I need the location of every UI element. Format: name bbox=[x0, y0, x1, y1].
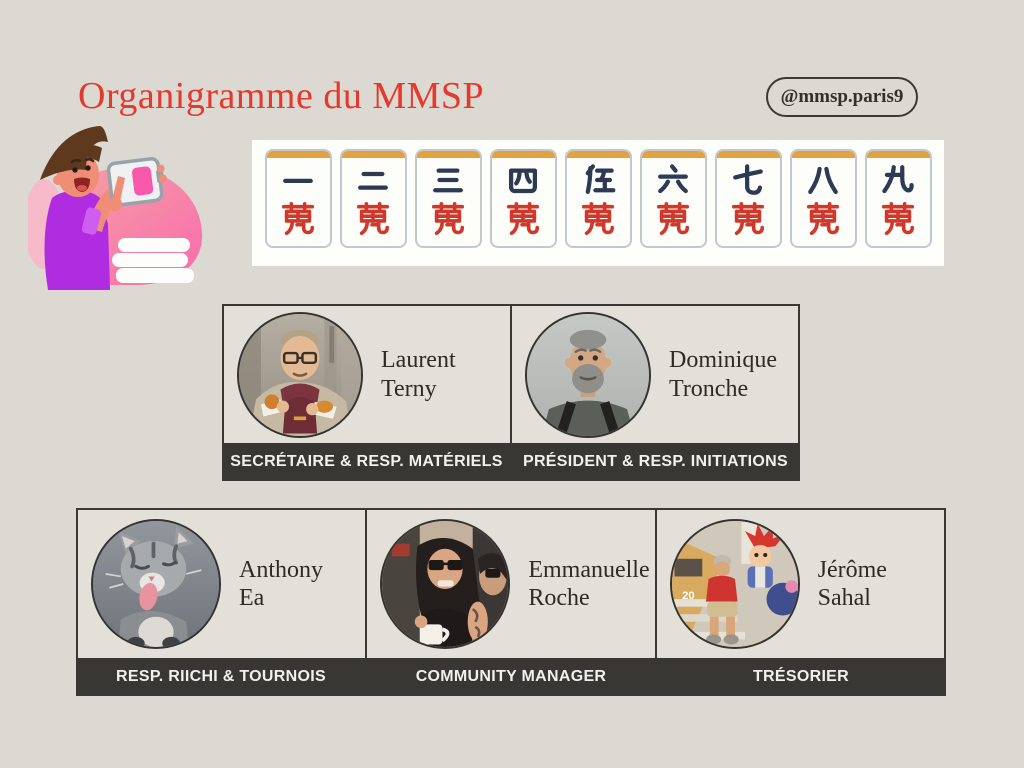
member-last-name: Tronche bbox=[669, 375, 749, 402]
mahjong-tile-strip bbox=[252, 140, 944, 266]
mahjong-tile bbox=[340, 149, 407, 248]
tile-top-bar bbox=[567, 151, 630, 158]
page-title: Organigramme du MMSP bbox=[78, 75, 485, 117]
member-card-anthony-ea bbox=[78, 510, 365, 658]
member-photo-dominique bbox=[525, 312, 651, 438]
tile-number-glyph bbox=[654, 163, 692, 197]
org-row-2 bbox=[76, 508, 946, 696]
mahjong-tile bbox=[715, 149, 782, 248]
member-first-name: Anthony bbox=[239, 556, 323, 583]
member-photo-jerome bbox=[670, 519, 800, 649]
tile-top-bar bbox=[642, 151, 705, 158]
tile-top-bar bbox=[267, 151, 330, 158]
member-card-laurent-terny bbox=[224, 306, 510, 443]
tile-number-glyph bbox=[579, 163, 617, 197]
mahjong-tile bbox=[640, 149, 707, 248]
tile-number-glyph bbox=[504, 163, 542, 197]
tile-wan-glyph bbox=[804, 200, 842, 240]
row-top bbox=[222, 304, 800, 443]
role-label-tresorier: TRÉSORIER bbox=[752, 668, 850, 685]
member-photo-anthony bbox=[91, 519, 221, 649]
tile-number-glyph bbox=[354, 163, 392, 197]
member-card-dominique-tronche bbox=[510, 306, 798, 443]
tile-number-glyph bbox=[729, 163, 767, 197]
instagram-handle-badge: @mmsp.paris9 bbox=[766, 77, 918, 117]
member-last-name: Sahal bbox=[817, 585, 871, 611]
row-top bbox=[76, 508, 946, 658]
tile-top-bar bbox=[717, 151, 780, 158]
member-photo-emmanuelle bbox=[380, 519, 510, 649]
member-card-emmanuelle-roche bbox=[365, 510, 654, 658]
mahjong-tile bbox=[490, 149, 557, 248]
mahjong-tile bbox=[265, 149, 332, 248]
tile-wan-glyph bbox=[279, 200, 317, 240]
tile-wan-glyph bbox=[729, 200, 767, 240]
role-label-secretaire: SECRÉTAIRE & RESP. MATÉRIELS bbox=[230, 453, 503, 470]
member-name bbox=[528, 556, 649, 613]
member-first-name: Dominique bbox=[669, 347, 777, 374]
tile-wan-glyph bbox=[354, 200, 392, 240]
member-card-jerome-sahal bbox=[655, 510, 944, 658]
role-label-riichi: RESP. RIICHI & TOURNOIS bbox=[116, 668, 326, 685]
tile-wan-glyph bbox=[579, 200, 617, 240]
tile-wan-glyph bbox=[504, 200, 542, 240]
mahjong-tile bbox=[865, 149, 932, 248]
member-first-name: Jérôme bbox=[817, 556, 887, 583]
tile-top-bar bbox=[792, 151, 855, 158]
member-last-name: Terny bbox=[381, 375, 437, 402]
member-photo-laurent bbox=[237, 312, 363, 438]
member-name bbox=[381, 346, 456, 403]
member-last-name: Roche bbox=[528, 585, 590, 611]
member-name bbox=[669, 346, 777, 403]
mahjong-tile bbox=[565, 149, 632, 248]
member-first-name: Laurent bbox=[381, 347, 456, 374]
tile-wan-glyph bbox=[654, 200, 692, 240]
photo-step-number: 20 bbox=[681, 590, 695, 603]
member-last-name: Ea bbox=[239, 585, 265, 611]
member-first-name: Emmanuelle bbox=[528, 556, 650, 583]
mahjong-player-illustration bbox=[28, 124, 210, 290]
member-name bbox=[239, 556, 323, 613]
tile-number-glyph bbox=[879, 163, 917, 197]
tile-top-bar bbox=[867, 151, 930, 158]
tile-number-glyph bbox=[279, 163, 317, 197]
row-banner bbox=[222, 443, 800, 481]
role-label-president: PRÉSIDENT & RESP. INITIATIONS bbox=[522, 453, 789, 470]
tile-number-glyph bbox=[429, 163, 467, 197]
tile-number-glyph bbox=[804, 163, 842, 197]
member-name bbox=[818, 556, 887, 613]
tile-top-bar bbox=[342, 151, 405, 158]
row-banner bbox=[76, 658, 946, 696]
tile-wan-glyph bbox=[879, 200, 917, 240]
tile-wan-glyph bbox=[429, 200, 467, 240]
mahjong-tile bbox=[415, 149, 482, 248]
tile-top-bar bbox=[492, 151, 555, 158]
mahjong-tile bbox=[790, 149, 857, 248]
org-row-1 bbox=[222, 304, 800, 481]
tile-top-bar bbox=[417, 151, 480, 158]
role-label-community: COMMUNITY MANAGER bbox=[415, 668, 607, 685]
